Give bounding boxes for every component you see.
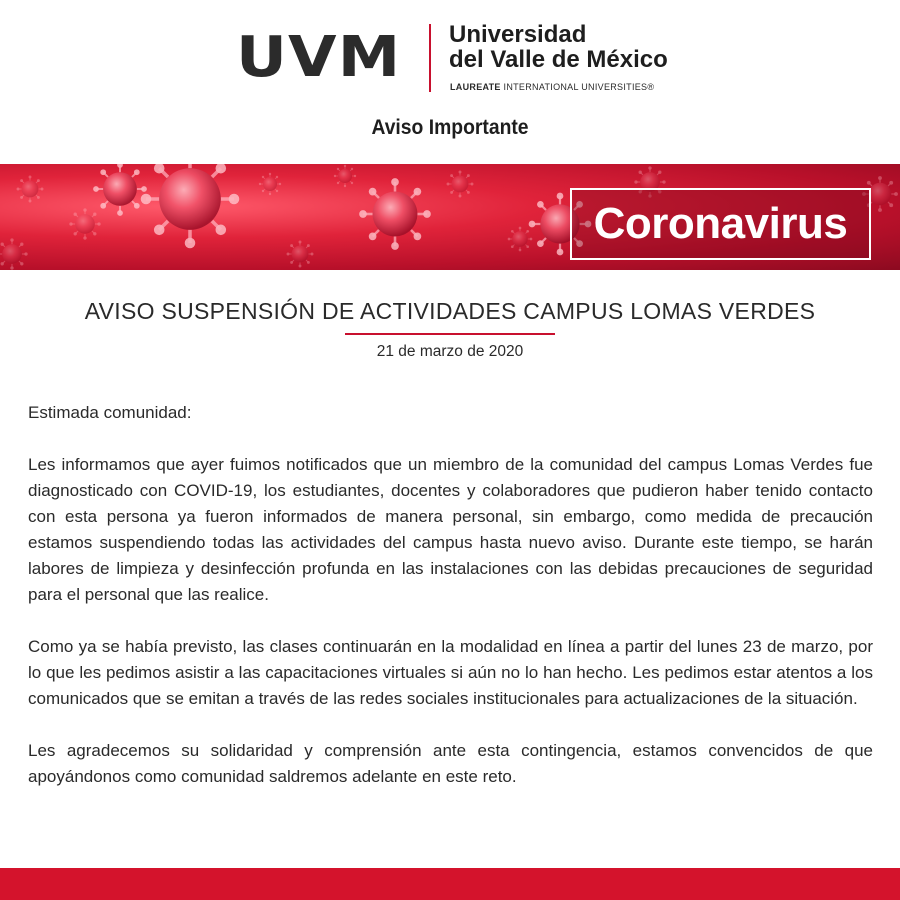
announcement-body <box>28 400 873 816</box>
logo-name <box>449 22 668 72</box>
banner-title-box <box>570 188 871 260</box>
logo-name-line1: Universidad <box>449 21 587 48</box>
body-paragraph-3: Les agradecemos su solidaridad y comprensión ante esta contingencia, estamos convencidos de que apoyándonos como comunidad saldremos adelante en este reto. <box>28 741 873 786</box>
footer-bar <box>0 868 900 900</box>
logo-tagline <box>450 82 654 92</box>
banner-title: Coronavirus <box>593 199 848 248</box>
coronavirus-banner <box>0 164 900 270</box>
logo-name-line2: del Valle de México <box>449 46 668 73</box>
logo-mark: UVM <box>236 25 402 90</box>
body-paragraph-2: Como ya se había previsto, las clases continuarán en la modalidad en línea a partir del lunes 23 de marzo, por lo que les pedimos asistir a las capacitaciones virtuales si aún no lo han hecho. Les pedimos estar atentos a los comunicados que se emitan a través de las redes sociales institucionales para actualizaciones de la situación. <box>28 637 873 708</box>
greeting: Estimada comunidad: <box>28 403 192 422</box>
university-logo <box>0 18 900 98</box>
logo-tagline-rest: INTERNATIONAL UNIVERSITIES® <box>500 82 655 92</box>
logo-tagline-bold: LAUREATE <box>450 82 501 92</box>
notice-title: Aviso Importante <box>371 116 529 139</box>
headline-divider <box>345 333 555 335</box>
logo-divider <box>429 24 431 92</box>
announcement-headline: AVISO SUSPENSIÓN DE ACTIVIDADES CAMPUS LOMAS VERDES <box>84 298 816 324</box>
announcement-date: 21 de marzo de 2020 <box>376 343 524 360</box>
body-paragraph-1: Les informamos que ayer fuimos notificados que un miembro de la comunidad del campus Lomas Verdes fue diagnosticado con COVID-19, los estudiantes, docentes y colaboradores que pudieron haber tenido contacto con esta persona ya fueron informados de manera personal, sin embargo, como medida de precaución estamos suspendiendo todas las actividades del campus hasta nuevo aviso. Durante este tiempo, se harán labores de limpieza y desinfección profunda en las instalaciones con las debidas precauciones de seguridad para el personal que las realice. <box>28 455 873 604</box>
